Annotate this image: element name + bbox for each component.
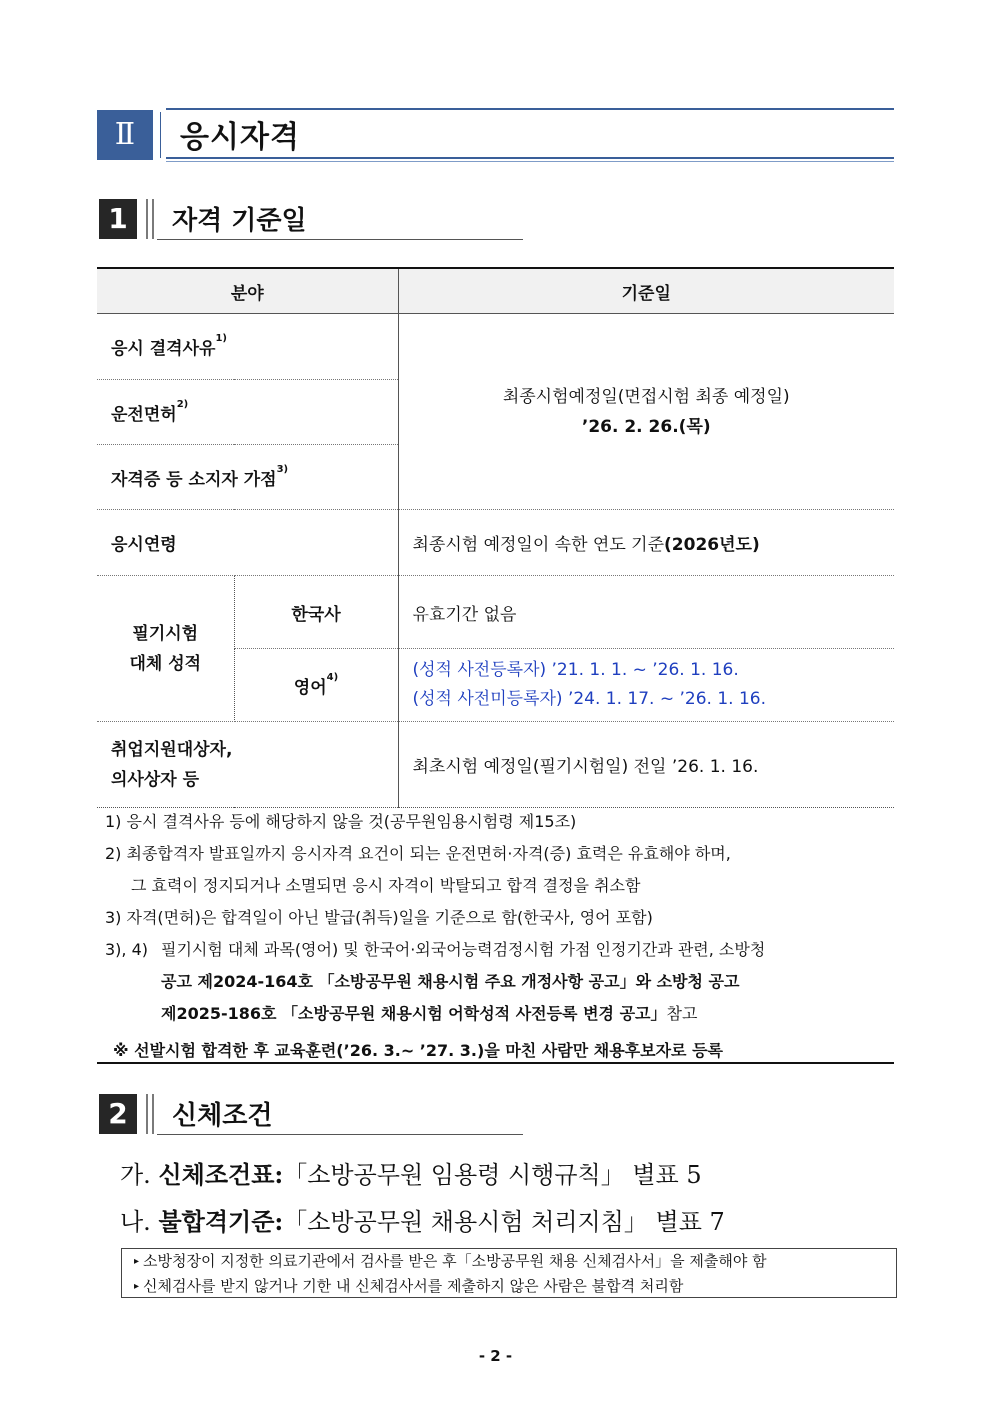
footnote-ref-2: 2)	[176, 398, 189, 410]
medical-note-line1-text: 소방청장이 지정한 의료기관에서 검사를 받은 후「소방공무원 채용 신체검사서」을 제출해야 함	[143, 1252, 767, 1270]
row-license	[97, 380, 398, 445]
qualification-date-table	[97, 267, 894, 808]
physical-item-b	[120, 1202, 725, 1237]
header-date: 기준일	[398, 268, 894, 314]
row-age-date-year: (2026년도)	[664, 535, 760, 555]
medical-note-line1	[122, 1249, 896, 1274]
merged-date-cell	[398, 314, 894, 510]
footnote-3: 3) 자격(면허)은 합격일이 아닌 발급(취득)일을 기준으로 함(한국사, 영어 포함)	[105, 908, 653, 927]
english-preregistered-date: ’21. 1. 1. ~ ’26. 1. 16.	[551, 660, 739, 680]
row-english	[234, 649, 398, 722]
physical-item-b-prefix: 나.	[120, 1208, 151, 1236]
merged-date-line1: 최종시험예정일(면접시험 최종 예정일)	[502, 386, 790, 407]
english-not-preregistered-label: (성적 사전미등록자)	[412, 689, 563, 709]
footnotes	[105, 806, 895, 1030]
subsection-2-number: 2	[99, 1094, 137, 1134]
row-age: 응시연령	[97, 510, 398, 576]
physical-item-a	[120, 1155, 702, 1190]
footnote-2-line2: 그 효력이 정지되거나 소멸되면 응시 자격이 박탈되고 합격 결정을 취소함	[131, 876, 641, 895]
footnote-3-4-line3-bold: 제2025-186호 「소방공무원 채용시험 어학성적 사전등록 변경 공고」	[161, 1004, 667, 1023]
row-license-label: 운전면허	[111, 404, 177, 425]
row-employment-support-line1: 취업지원대상자,	[111, 739, 233, 760]
bullet-triangle-icon: ▸	[134, 1281, 140, 1292]
physical-item-a-text: 「소방공무원 임용령 시행규칙」 별표 5	[283, 1161, 702, 1189]
subsection-2-bar	[146, 1094, 148, 1134]
subsection-2-bar-2	[152, 1094, 154, 1134]
footnote-2-line1: 2) 최종합격자 발표일까지 응시자격 요건이 되는 운전면허·자격(증) 효력은 유효해야 하며,	[105, 844, 731, 863]
footnote-3-4-line1: 필기시험 대체 과목(영어) 및 한국어·외국어능력검정시험 가점 인정기간과 관련, 소방청	[161, 940, 766, 959]
row-age-date	[398, 510, 894, 576]
footnote-3-4	[105, 934, 895, 966]
footnote-3-4-line2: 공고 제2024-164호 「소방공무원 채용시험 주요 개정사항 공고」와 소방청 공고	[161, 972, 740, 991]
medical-exam-note-box	[121, 1248, 897, 1298]
footnote-3-4-line3-tail: 참고	[666, 1004, 698, 1023]
footnote-3-4-line3	[105, 998, 895, 1030]
merged-date-line2: ’26. 2. 26.(목)	[581, 416, 711, 437]
training-notice: ※ 선발시험 합격한 후 교육훈련(’26. 3.~ ’27. 3.)을 마친 사람만 채용후보자로 등록	[113, 1041, 723, 1060]
row-certificate	[97, 445, 398, 510]
footnote-ref-4: 4)	[326, 671, 339, 683]
medical-note-line2	[122, 1274, 896, 1299]
section-title: 응시자격	[180, 120, 300, 155]
row-age-date-text: 최종시험 예정일이 속한 연도 기준	[412, 535, 665, 555]
row-english-date	[398, 649, 894, 722]
header-field: 분야	[97, 268, 398, 314]
row-disqualification-label: 응시 결격사유	[111, 339, 216, 359]
section-rule-bottom-thin	[166, 161, 894, 162]
physical-item-b-label: 불합격기준:	[158, 1207, 284, 1236]
english-preregistered-label: (성적 사전등록자)	[412, 660, 547, 680]
english-not-preregistered-date: ’24. 1. 17. ~ ’26. 1. 16.	[567, 689, 767, 709]
section-rule-left	[160, 112, 161, 158]
written-exam-group	[97, 576, 234, 722]
medical-note-line2-text: 신체검사를 받지 않거나 기한 내 신체검사서를 제출하지 않은 사람은 불합격 처리함	[143, 1277, 684, 1295]
row-employment-support-line2: 의사상자 등	[111, 769, 200, 790]
subsection-1-bar-2	[152, 199, 154, 239]
section-number: Ⅱ	[97, 110, 153, 160]
physical-item-a-label: 신체조건표:	[158, 1160, 284, 1189]
written-exam-group-line2: 대체 성적	[129, 653, 202, 674]
written-exam-group-line1: 필기시험	[132, 623, 199, 644]
subsection-2-title: 신체조건	[172, 1101, 273, 1131]
subsection-1-number: 1	[99, 199, 137, 239]
page-number: - 2 -	[478, 1347, 513, 1365]
physical-item-b-text: 「소방공무원 채용시험 처리지침」 별표 7	[283, 1208, 725, 1236]
footnote-1: 1) 응시 결격사유 등에 해당하지 않을 것(공무원임용시험령 제15조)	[105, 812, 577, 831]
subsection-1-title: 자격 기준일	[172, 206, 307, 236]
subsection-1-underline	[157, 239, 523, 240]
bullet-triangle-icon: ▸	[134, 1256, 140, 1267]
row-employment-support	[97, 722, 398, 808]
row-certificate-label: 자격증 등 소지자 가점	[111, 469, 277, 490]
footnote-3-4-prefix: 3), 4)	[105, 940, 149, 959]
footnote-ref-1: 1)	[215, 333, 227, 344]
section-rule-bottom	[166, 157, 894, 159]
row-english-label: 영어	[293, 677, 327, 698]
row-korean-history-date: 유효기간 없음	[398, 576, 894, 649]
row-korean-history: 한국사	[234, 576, 398, 649]
section-rule-top	[166, 108, 894, 110]
footnote-ref-3: 3)	[276, 463, 289, 475]
notice-rule	[97, 1062, 894, 1064]
subsection-1-bar	[146, 199, 148, 239]
row-disqualification	[97, 314, 398, 380]
row-employment-support-date: 최초시험 예정일(필기시험일) 전일 ’26. 1. 16.	[398, 722, 894, 808]
physical-item-a-prefix: 가.	[120, 1161, 151, 1189]
subsection-2-underline	[157, 1134, 523, 1135]
